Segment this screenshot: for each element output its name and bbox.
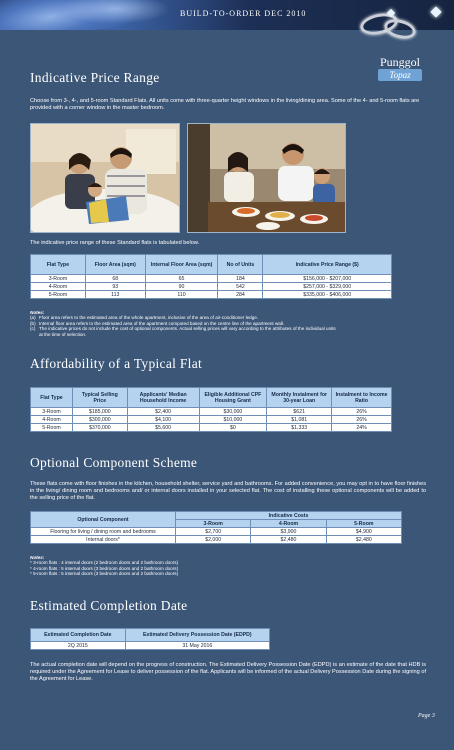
price-table-caption: The indicative price range of these Standard flats is tabulated below.: [30, 240, 200, 246]
affordability-section-title: Affordability of a Typical Flat: [30, 356, 203, 371]
logo-name: Punggol: [379, 55, 420, 69]
table-cell: Flooring for living / dining room and bedrooms: [31, 528, 176, 536]
table-cell: $2,480: [251, 536, 326, 544]
note-item: [30, 326, 430, 337]
logo-subname: Topaz: [378, 69, 422, 81]
column-header: Typical Selling Price: [72, 388, 127, 408]
table-cell: $1,081: [267, 416, 332, 424]
table-row: [31, 642, 270, 650]
column-header: Optional Component: [31, 512, 176, 528]
affordability-table: [30, 387, 392, 432]
table-cell: 93: [85, 283, 145, 291]
family-reading-photo: [30, 123, 180, 233]
table-cell: Internal doors*: [31, 536, 176, 544]
completion-paragraph: The actual completion date will depend on the progress of construction. The Estimated Delivery Possession Date (EDPD) is an estimate of the date that HDB is required under the Agreement for Lease to deliver possession of the flat. Applicants will be informed of the actual Delivery Possession Date during the signing of the Agreement for Lease.: [30, 662, 426, 682]
table-cell: $1,333: [267, 424, 332, 432]
table-header-row: [31, 388, 392, 408]
note-item: * 4-room flats : 5 internal doors (3 bedroom doors and 2 bathroom doors): [30, 565, 179, 571]
price-section-title: Indicative Price Range: [30, 70, 160, 85]
table-cell: 2Q 2015: [31, 642, 126, 650]
price-intro: Choose from 3-, 4-, and 5-room Standard Flats. All units come with three-quarter height windows in the living/dining area. Some of the 4- and 5-room flats are provided with a corner window in the master bedroom.: [30, 98, 420, 111]
table-row: [31, 424, 392, 432]
table-cell: $10,000: [199, 416, 267, 424]
optional-notes: [30, 555, 430, 577]
column-header: Estimated Delivery Possession Date (EDPD): [125, 629, 269, 642]
column-header: 5-Room: [326, 520, 401, 528]
column-header: 4-Room: [251, 520, 326, 528]
table-cell: 31 May 2016: [125, 642, 269, 650]
table-cell: $4,900: [326, 528, 401, 536]
column-header: Internal Floor Area (sqm): [145, 255, 218, 275]
table-cell: 284: [218, 291, 263, 299]
table-header-row: [31, 629, 270, 642]
column-header: 3-Room: [176, 520, 251, 528]
completion-section-title: Estimated Completion Date: [30, 598, 188, 613]
table-header-row: [31, 255, 392, 275]
column-header: Estimated Completion Date: [31, 629, 126, 642]
table-cell: 4-Room: [31, 283, 86, 291]
table-cell: 3-Room: [31, 408, 73, 416]
note-label: (c): [30, 326, 36, 332]
notes-title: Notes:: [30, 555, 45, 560]
note-label: (b): [30, 320, 36, 326]
table-row: [31, 283, 392, 291]
table-cell: 24%: [332, 424, 392, 432]
table-cell: $0: [199, 424, 267, 432]
note-item: * 3-room flats : 4 internal doors (2 bedroom doors and 2 bathroom doors): [30, 560, 179, 566]
table-cell: $185,000: [72, 408, 127, 416]
table-cell: 113: [85, 291, 145, 299]
notes-title: Notes:: [30, 310, 45, 315]
table-cell: $3,900: [251, 528, 326, 536]
table-cell: 5-Room: [31, 424, 73, 432]
table-row: [31, 528, 402, 536]
table-cell: 26%: [332, 416, 392, 424]
column-header: Applicants' Median Household Income: [127, 388, 199, 408]
banner-title: BUILD-TO-ORDER DEC 2010: [180, 9, 307, 18]
optional-section-title: Optional Component Scheme: [30, 455, 198, 470]
column-header: Monthly Instalment for 30-year Loan: [267, 388, 332, 408]
table-cell: 68: [85, 275, 145, 283]
table-header-row: [31, 512, 402, 520]
table-cell: $370,000: [72, 424, 127, 432]
silk-highlight: [60, 0, 170, 24]
table-cell: $2,480: [326, 536, 401, 544]
table-cell: $621: [267, 408, 332, 416]
table-row: [31, 536, 402, 544]
completion-table: [30, 628, 270, 650]
table-cell: 65: [145, 275, 218, 283]
table-cell: $335,000 - $406,000: [263, 291, 392, 299]
note-label: (a): [30, 315, 36, 321]
table-cell: 26%: [332, 408, 392, 416]
column-header: Flat Type: [31, 388, 73, 408]
table-cell: 542: [218, 283, 263, 291]
note-text: The indicative prices do not include the cost of optional components. Actual selling prices will vary according to the attributes of the individual units at the time of selection.: [39, 326, 336, 337]
family-dining-photo: [187, 123, 346, 233]
note-item: * 5-room flats : 5 internal doors (3 bedroom doors and 2 bathroom doors): [30, 571, 179, 577]
price-range-table: [30, 254, 392, 299]
table-cell: 4-Room: [31, 416, 73, 424]
column-header: Floor Area (sqm): [85, 255, 145, 275]
table-cell: $257,000 - $329,000: [263, 283, 392, 291]
project-logo: [370, 56, 430, 82]
table-cell: 110: [145, 291, 218, 299]
table-cell: 90: [145, 283, 218, 291]
table-cell: $300,000: [72, 416, 127, 424]
note-text: Floor area refers to the estimated area of the whole apartment, inclusive of the area of air-conditioner ledge.: [39, 315, 259, 321]
table-cell: $5,600: [127, 424, 199, 432]
table-cell: $4,100: [127, 416, 199, 424]
column-header: Indicative Costs: [176, 512, 402, 520]
column-header: Eligible Additional CPF Housing Grant: [199, 388, 267, 408]
table-cell: $30,000: [199, 408, 267, 416]
table-row: [31, 416, 392, 424]
price-notes: [30, 310, 430, 337]
note-text: Internal floor area refers to the estimated area of the apartment computed based on the centre line of the apartment wall.: [39, 320, 285, 326]
table-cell: $2,400: [127, 408, 199, 416]
table-cell: 184: [218, 275, 263, 283]
column-header: Instalment to Income Ratio: [332, 388, 392, 408]
optional-intro: These flats come with floor finishes in the kitchen, household shelter, service yard and bathrooms. For added convenience, you may opt in to have floor finishes in the living/ dining room and bedrooms and/ or internal doors installed in your selected flat. The cost of installing these optional components will be added to the selling price of the flat.: [30, 481, 426, 501]
table-cell: $156,000 - $207,000: [263, 275, 392, 283]
table-row: [31, 291, 392, 299]
table-cell: $2,700: [176, 528, 251, 536]
table-row: [31, 408, 392, 416]
table-cell: 3-Room: [31, 275, 86, 283]
optional-component-table: [30, 511, 402, 544]
table-row: [31, 275, 392, 283]
column-header: Flat Type: [31, 255, 86, 275]
column-header: No of Units: [218, 255, 263, 275]
column-header: Indicative Price Range ($): [263, 255, 392, 275]
table-cell: $2,000: [176, 536, 251, 544]
page-number: Page 3: [418, 713, 435, 719]
table-cell: 5-Room: [31, 291, 86, 299]
